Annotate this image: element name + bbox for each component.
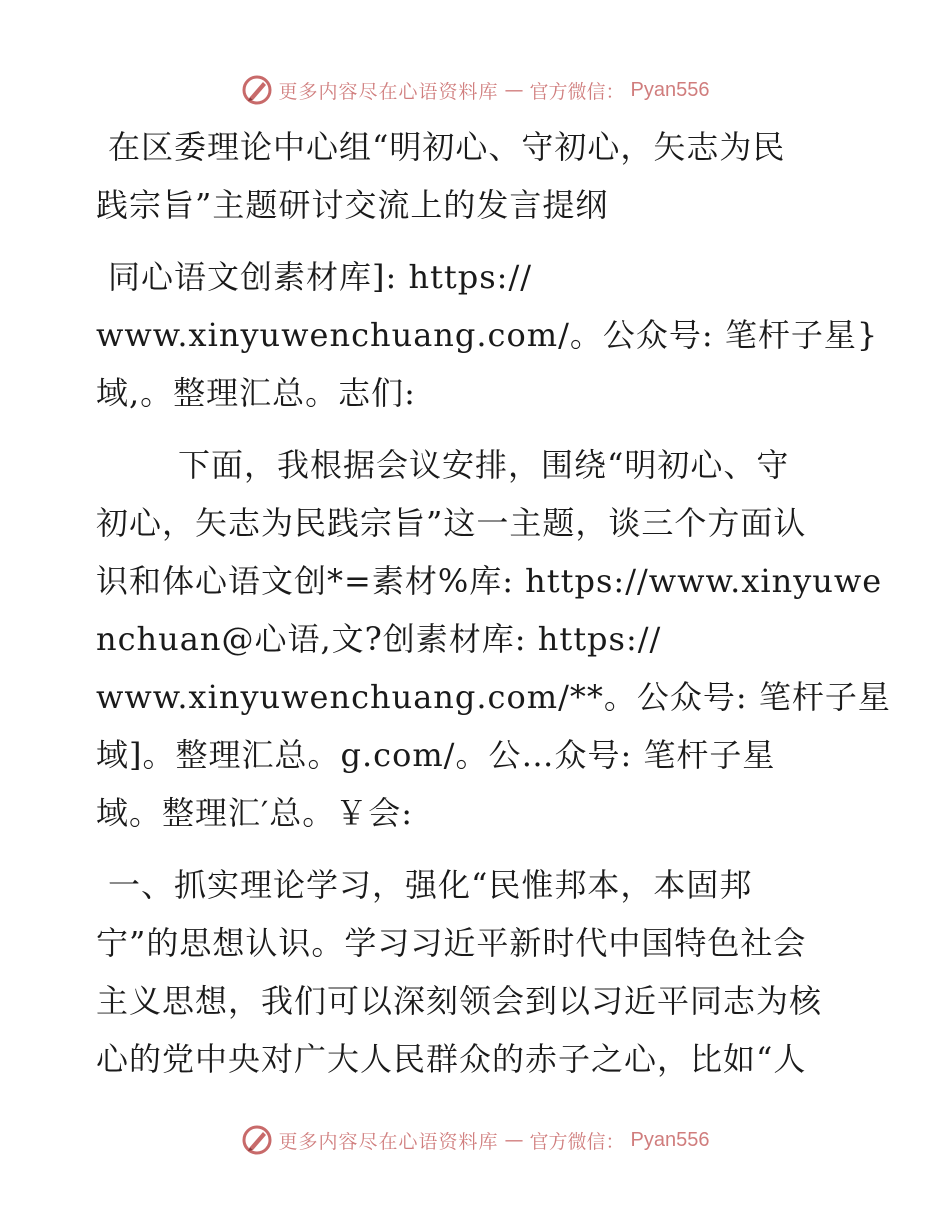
paragraph-1 [96,248,879,422]
text-line: 心的党中央对广大人民群众的赤子之心，比如“人 [96,1040,807,1078]
watermark-wechat-label: 官方微信： [529,80,625,103]
title-line: 践宗旨”主题研讨交流上的发言提纲 [96,186,609,224]
text-line: 同心语文创素材库]: https:// [108,258,533,296]
text-line: 域。整理汇′总。￥会: [96,794,414,832]
watermark-wechat-id: Pyan556 [630,78,710,101]
text-line: 初心，矢志为民践宗旨”这一主题，谈三个方面认 [96,504,807,542]
pen-logo-icon [241,1124,273,1156]
text-line: www.xinyuwenchuang.com/。公众号: 笔杆子星} [96,316,879,354]
text-line: 域,。整理汇总。志们: [96,374,416,412]
title-line: 在区委理论中心组“明初心、守初心，矢志为民 [108,128,786,166]
paragraph-3 [96,856,856,1088]
watermark-text: 更多内容尽在心语资料库 [278,80,499,103]
watermark-separator: — [504,79,524,101]
pen-logo-icon [241,74,273,106]
text-line: nchuan@心语,文?创素材库: https:// [96,620,662,658]
watermark-wechat-label: 官方微信： [529,1130,625,1153]
text-line: 一、抓实理论学习，强化“民惟邦本，本固邦 [108,866,753,904]
watermark-banner-top [0,70,950,110]
paragraph-2 [96,436,891,842]
watermark-text: 更多内容尽在心语资料库 [278,1130,499,1153]
text-line: 下面，我根据会议安排，围绕“明初心、守 [178,446,790,484]
text-line: 域]。整理汇总。g.com/。公…众号: 笔杆子星 [96,736,776,774]
text-line: www.xinyuwenchuang.com/**。公众号: 笔杆子星 [96,678,891,716]
watermark-wechat-id: Pyan556 [630,1128,710,1151]
document-title [96,118,856,234]
text-line: 识和体心语文创*=素材%库: https://www.xinyuwe [96,562,883,600]
text-line: 宁”的思想认识。学习习近平新时代中国特色社会 [96,924,807,962]
text-line: 主义思想，我们可以深刻领会到以习近平同志为核 [96,982,823,1020]
document-body [96,118,891,1088]
watermark-separator: — [504,1129,524,1151]
watermark-banner-bottom [0,1120,950,1160]
